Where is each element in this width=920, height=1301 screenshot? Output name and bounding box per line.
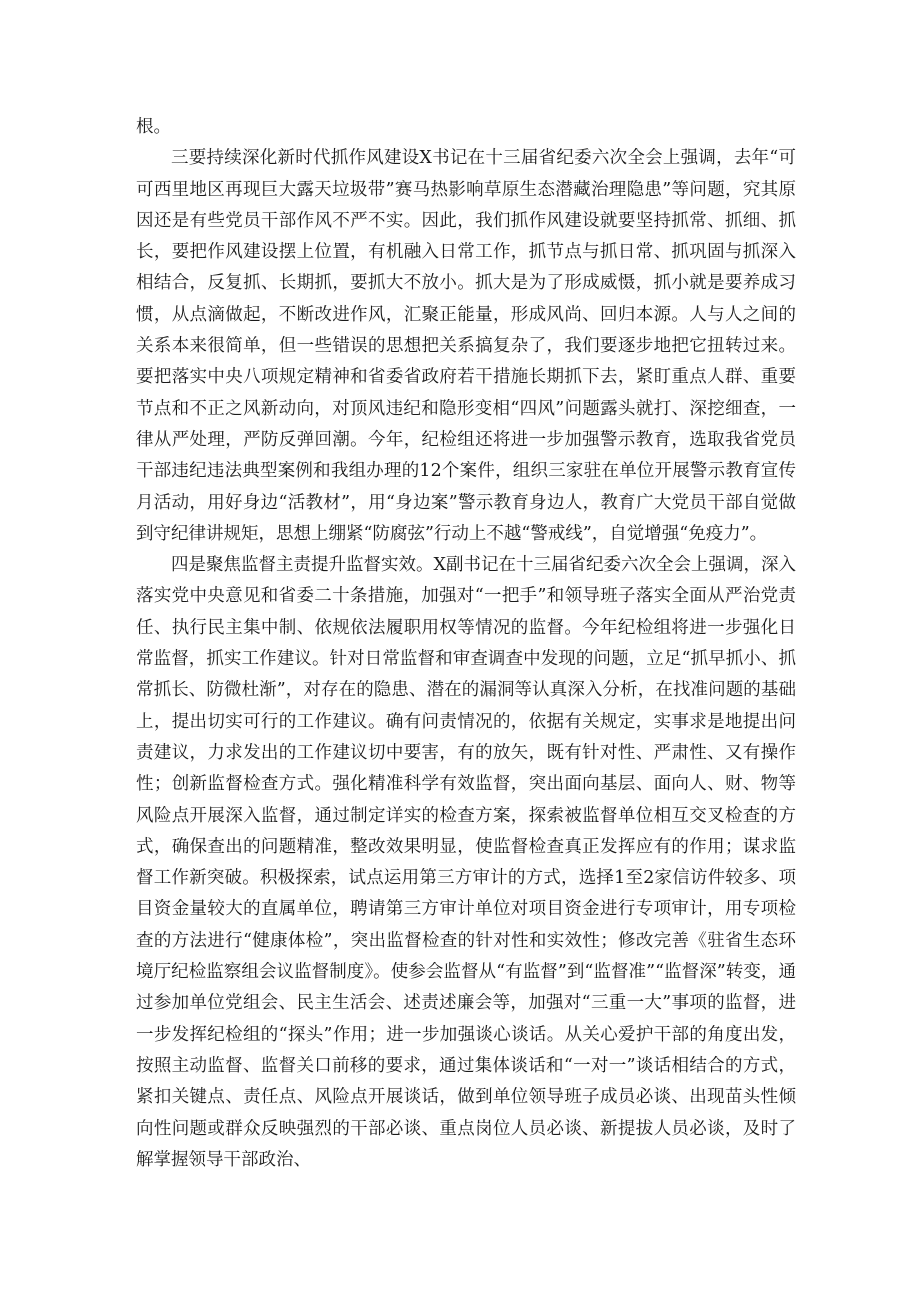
paragraph-point-three: 三要持续深化新时代抓作风建设X书记在十三届省纪委六次全会上强调，去年“可可西里地区再现巨大露天垃圾带”赛马热影响草原生态潜藏治理隐患”等问题，究其原因还是有些党员干部作风不严不实。因此，我们抓作风建设就要坚持抓常、抓细、抓长，要把作风建设摆上位置，有机融入日常工作，抓节点与抓日常、抓巩固与抓深入相结合，反复抓、长期抓，要抓大不放小。抓大是为了形成威慑，抓小就是要养成习惯，从点滴做起，不断改进作风，汇聚正能量，形成风尚、回归本源。人与人之间的关系本来很简单，但一些错误的思想把关系搞复杂了，我们要逐步地把它扭转过来。要把落实中央八项规定精神和省委省政府若干措施长期抓下去，紧盯重点人群、重要节点和不正之风新动向，对顶风违纪和隐形变相“四风”问题露头就打、深挖细查，一律从严处理，严防反弹回潮。今年，纪检组还将进一步加强警示教育，选取我省党员干部违纪违法典型案例和我组办理的12个案件，组织三家驻在单位开展警示教育宣传月活动，用好身边“活教材”，用“身边案”警示教育身边人，教育广大党员干部自觉做到守纪律讲规矩，思想上绷紧“防腐弦”行动上不越“警戒线”，自觉增强“免疫力”。 (136, 148, 796, 544)
document-body (136, 112, 796, 1176)
paragraph-point-four: 四是聚焦监督主责提升监督实效。X副书记在十三届省纪委六次全会上强调，深入落实党中央意见和省委二十条措施，加强对“一把手”和领导班子落实全面从严治党责任、执行民主集中制、依规依法履职用权等情况的监督。今年纪检组将进一步强化日常监督，抓实工作建议。针对日常监督和审查调查中发现的问题，立足“抓早抓小、抓常抓长、防微杜渐”，对存在的隐患、潜在的漏洞等认真深入分析，在找准问题的基础上，提出切实可行的工作建议。确有问责情况的，依据有关规定，实事求是地提出问责建议，力求发出的工作建议切中要害，有的放矢，既有针对性、严肃性、又有操作性；创新监督检查方式。强化精准科学有效监督，突出面向基层、面向人、财、物等风险点开展深入监督，通过制定详实的检查方案，探索被监督单位相互交叉检查的方式，确保查出的问题精准，整改效果明显，使监督检查真正发挥应有的作用；谋求监督工作新突破。积极探索，试点运用第三方审计的方式，选择1至2家信访件较多、项目资金量较大的直属单位，聘请第三方审计单位对项目资金进行专项审计，用专项检查的方法进行“健康体检”，突出监督检查的针对性和实效性；修改完善《驻省生态环境厅纪检监察组会议监督制度》。使参会监督从“有监督”到“监督准”“监督深”转变，通过参加单位党组会、民主生活会、述责述廉会等，加强对“三重一大”事项的监督，进一步发挥纪检组的“探头”作用；进一步加强谈心谈话。从关心爱护干部的角度出发，按照主动监督、监督关口前移的要求，通过集体谈话和“一对一”谈话相结合的方式，紧扣关键点、责任点、风险点开展谈话，做到单位领导班子成员必谈、出现苗头性倾向性问题或群众反映强烈的干部必谈、重点岗位人员必谈、新提拔人员必谈，及时了解掌握领导干部政治、 (136, 555, 796, 1170)
paragraph-fragment: 根。 (136, 117, 171, 137)
